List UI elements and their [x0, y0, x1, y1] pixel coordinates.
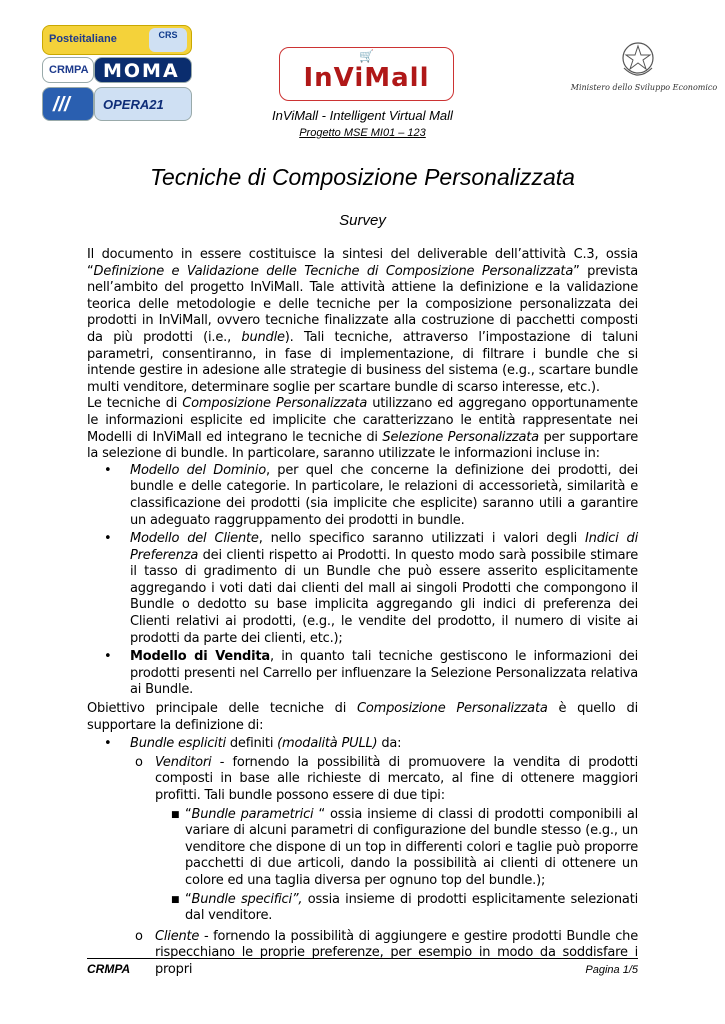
list-item: • Modello di Vendita, in quanto tali tecniche gestiscono le informazioni dei prodotti presenti nel Carrello per influenzare la Selezione Personalizzata relativa ai Bundle. — [104, 649, 639, 698]
models-list — [87, 463, 638, 699]
list-item: • Bundle espliciti definiti (modalità PULL) da: — [104, 736, 402, 752]
moma-logo — [94, 57, 192, 83]
footer-divider — [87, 958, 638, 959]
footer-organization: CRMPA — [87, 962, 131, 976]
list-item: ■ “Bundle parametrici “ ossia insieme di classi di prodotti componibili al variare di alcuni parametri di configurazione del bundle stesso (e.g., un venditore che dispone di un top in differenti colori e taglie può proporre pacchetti di due articoli, dando la possibilità ai clienti di ottenere un colore ed una taglia diversa per ognuno top del bundle.); — [171, 806, 638, 888]
opera21-logo-text: OPERA21 — [103, 97, 164, 112]
document-body — [87, 247, 638, 979]
page-number: Pagina 1/5 — [585, 964, 638, 976]
list-item: ■ “Bundle specifici”, ossia insieme di prodotti esplicitamente selezionati dal venditore. — [171, 891, 639, 924]
invimall-logo — [279, 47, 454, 101]
techniques-paragraph: Le tecniche di Composizione Personalizzata utilizzano ed aggregano opportunamente le informazioni esplicite ed implicite che caratterizzano le entità rappresentate nei Modelli di InViMall ed integrano le tecniche di Selezione Personalizzata per supportare la selezione di bundle. In particolare, saranno utilizzate le informazioni incluse in: — [87, 396, 639, 462]
list-item: o Venditori - fornendo la possibilità di promuovere la vendita di prodotti composti in base alle richieste di mercato, al fine di ottenere maggiori profitti. Tali bundle possono essere di due tipi: — [135, 754, 638, 803]
objective-paragraph: Obiettivo principale delle tecniche di Composizione Personalizzata è quello di supportare la definizione di: — [87, 701, 638, 733]
intro-paragraph: Il documento in essere costituisce la sintesi del deliverable dell’attività C.3, ossia “Definizione e Validazione delle Tecniche di Composizione Personalizzata” prevista nell’ambito del progetto InViMall. Tale attività attiene la definizione e la validazione teorica delle metodologie e delle tecniche per la composizione personalizzata dei prodotti in InViMall, ovvero tecniche finalizzate alla costruzione di pacchetti composti da più prodotti (i.e., bundle). Tali tecniche, attraverso l’impostazione di taluni parametri, consentiranno, in fase di implementazione, di filtrare i bundle che si intende gestire in adesione alle strategie di business del sistema (e.g., scartare bundle multi venditore, determinare soglie per scartare bundle di scarso interesse, etc.). — [87, 247, 638, 395]
ii-logo: /// — [42, 87, 94, 121]
project-code: Progetto MSE MI01 – 123 — [299, 127, 426, 139]
crmpa-logo-text: CRMPA — [49, 64, 89, 76]
invimall-logo-text: InViMall — [303, 63, 430, 93]
moma-logo-text: MOMA — [103, 60, 180, 82]
cart-icon: 🛒 — [359, 49, 374, 63]
crs-logo: CRS — [149, 28, 187, 52]
document-subtitle: Survey — [339, 212, 386, 229]
poste-logo-text: Posteitaliane — [49, 33, 117, 45]
document-title: Tecniche di Composizione Personalizzata — [150, 164, 575, 190]
list-item: o Cliente - fornendo la possibilità di aggiungere e gestire prodotti Bundle che rispecchiano le proprie preferenze, per esempio in modo da soddisfare i propri — [135, 928, 638, 977]
ministry-signature: Ministero dello Sviluppo Economico — [570, 83, 718, 92]
project-name: InViMall - Intelligent Virtual Mall — [272, 108, 453, 123]
bundle-list — [87, 736, 638, 978]
list-item: • Modello del Cliente, nello specifico saranno utilizzati i valori degli Indici di Preferenza dei clienti rispetto ai Prodotti. In questo modo sarà possibile stimare il tasso di gradimento di un Bundle che può essere asserito esplicitamente aggregando i voti dati dai clienti del mall ai singoli Prodotti che compongono il Bundle o dedotto su base implicita aggregando gli indici di preferenza dei Clienti relativi ai prodotti, (e.g., le vendite del prodotto, il numero di visite ai prodotti da parte dei clienti, etc.); — [104, 531, 638, 646]
crmpa-logo — [42, 57, 94, 83]
poste-italiane-logo — [42, 25, 192, 55]
republic-emblem-icon — [618, 38, 658, 82]
list-item: • Modello del Dominio, per quel che concerne la definizione dei prodotti, dei bundle e delle categorie. In particolare, le relazioni di accessorietà, similarità e classificazione dei prodotti (sia implicite che esplicite) saranno utili a garantire un adeguato raggruppamento dei prodotti in bundle. — [104, 462, 639, 528]
